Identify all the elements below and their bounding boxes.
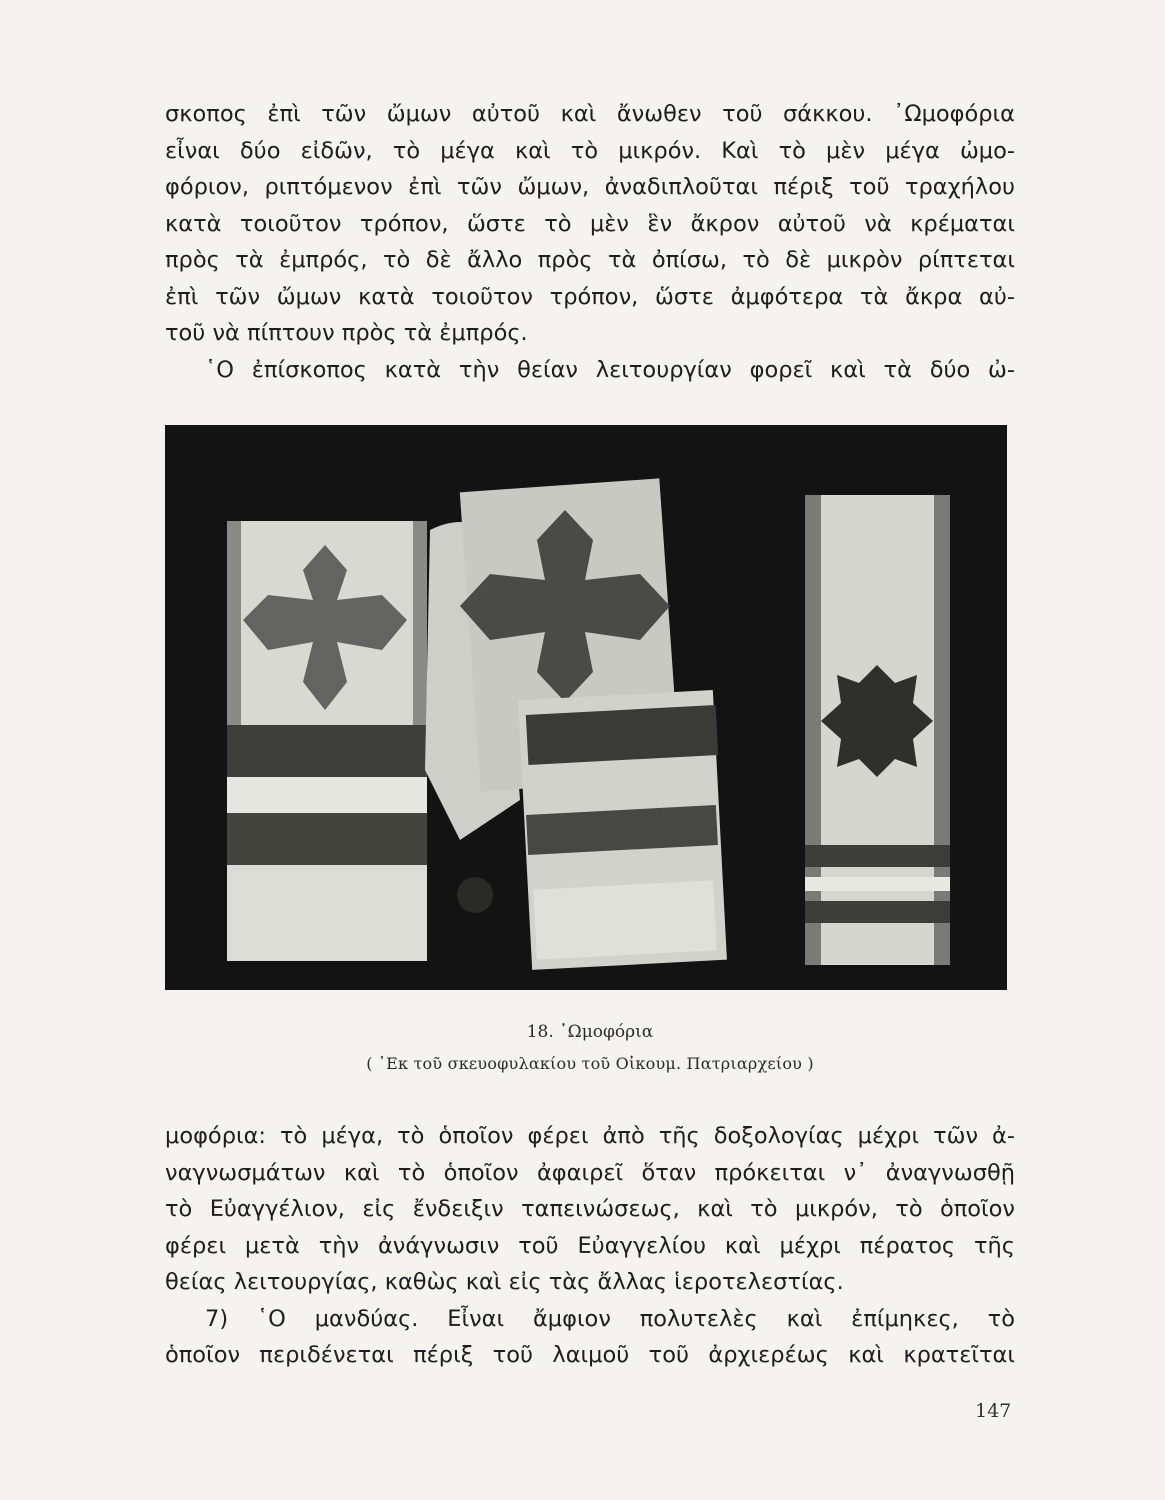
text-line: τὸ Εὐαγγέλιον, εἰς ἔνδειξιν ταπεινώσεως, καὶ τὸ μικρόν, τὸ ὁποῖον [165,1196,1015,1222]
figure-caption-source: ( ᾿Εκ τοῦ σκευοφυλακίου τοῦ Οἰκουμ. Πατριαρχείου ) [366,1054,814,1073]
paragraph-bottom [165,1118,1015,1374]
text-line: εἶναι δύο εἰδῶν, τὸ μέγα καὶ τὸ μικρόν. Καὶ τὸ μὲν μέγα ὠμο- [165,137,1015,164]
photo-illustration [165,425,1007,990]
page-number: 147 [975,1400,1012,1422]
text-line: φόριον, ριπτόμενον ἐπὶ τῶν ὤμων, ἀναδιπλοῦται πέριξ τοῦ τραχήλου [165,174,1015,200]
figure-caption-number: 18. ᾿Ωμοφόρια [526,1022,654,1042]
text-line: μοφόρια: τὸ μέγα, τὸ ὁποῖον φέρει ἀπὸ τῆς δοξολογίας μέχρι τῶν ἀ- [165,1123,1015,1149]
text-line: 7) ῾Ο μανδύας. Εἶναι ἄμφιον πολυτελὲς καὶ ἐπίμηκες, τὸ [205,1305,1015,1332]
text-line: σκοπος ἐπὶ τῶν ὤμων αὐτοῦ καὶ ἄνωθεν τοῦ σάκκου. ᾿Ωμοφόρια [165,101,1015,127]
text-line: ῾Ο ἐπίσκοπος κατὰ τὴν θείαν λειτουργίαν φορεῖ καὶ τὰ δύο ὠ- [205,356,1015,383]
text-line: θείας λειτουργίας, καθὼς καὶ εἰς τὰς ἄλλας ἱεροτελεστίας. [165,1269,844,1295]
left-vestment [227,521,427,961]
paragraph-top [165,96,1015,388]
right-vestment [805,495,950,965]
text-line: ναγνωσμάτων καὶ τὸ ὁποῖον ἀφαιρεῖ ὅταν πρόκειται ν᾿ ἀναγνωσθῇ [165,1159,1015,1186]
text-line: πρὸς τὰ ἐμπρός, τὸ δὲ ἄλλο πρὸς τὰ ὀπίσω, τὸ δὲ μικρὸν ρίπτεται [165,247,1015,273]
omophoria-photo [165,425,1007,990]
text-line: ὁποῖον περιδένεται πέριξ τοῦ λαιμοῦ τοῦ ἀρχιερέως καὶ κρατεῖται [165,1342,1015,1368]
text-line: κατὰ τοιοῦτον τρόπον, ὥστε τὸ μὲν ἓν ἄκρον αὐτοῦ νὰ κρέμαται [165,210,1015,237]
text-line: τοῦ νὰ πίπτουν πρὸς τὰ ἐμπρός. [165,320,528,346]
text-line: ἐπὶ τῶν ὤμων κατὰ τοιοῦτον τρόπον, ὥστε ἀμφότερα τὰ ἄκρα αὐ- [165,283,1015,310]
text-line: φέρει μετὰ τὴν ἀνάγνωσιν τοῦ Εὐαγγελίου καὶ μέχρι πέρατος τῆς [165,1232,1015,1259]
